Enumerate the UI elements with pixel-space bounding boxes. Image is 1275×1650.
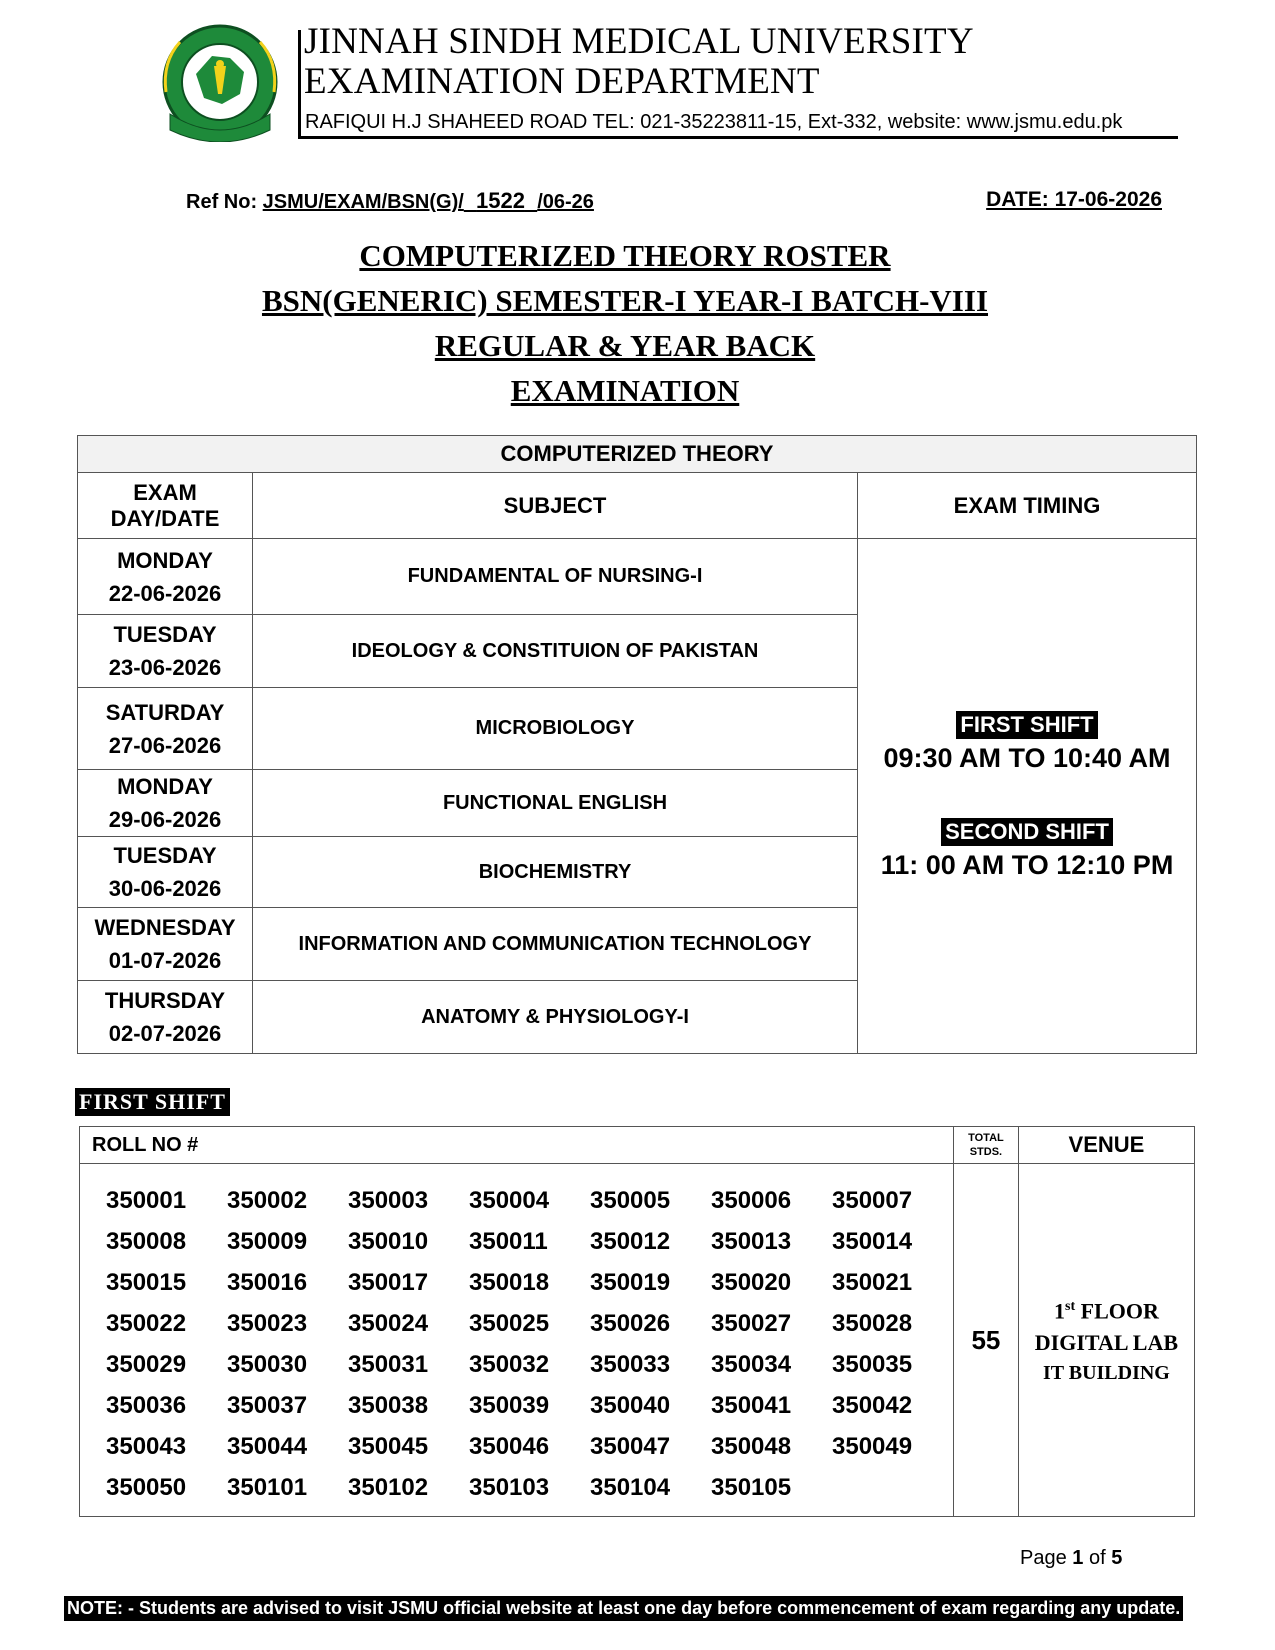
first-shift-roster-table <box>79 1126 1195 1517</box>
roll-number: 350004 <box>469 1187 550 1214</box>
roll-number: 350028 <box>832 1310 913 1337</box>
total-students: 55 <box>954 1164 1019 1517</box>
roll-number: 350050 <box>106 1474 187 1501</box>
roll-number: 350001 <box>106 1187 187 1214</box>
document-title <box>0 233 1250 413</box>
roll-number: 350031 <box>348 1351 429 1378</box>
roll-number: 350041 <box>711 1392 792 1419</box>
roll-number: 350025 <box>469 1310 550 1337</box>
header-day-line1: EXAM <box>133 479 197 505</box>
roll-number: 350104 <box>590 1474 671 1501</box>
roll-number: 350026 <box>590 1310 671 1337</box>
row-subject: ANATOMY & PHYSIOLOGY-I <box>253 981 858 1054</box>
row-subject: IDEOLOGY & CONSTITUION OF PAKISTAN <box>253 615 858 688</box>
roll-number: 350017 <box>348 1269 429 1296</box>
row-day-date: THURSDAY 02-07-2026 <box>78 981 253 1054</box>
roll-no-header: ROLL NO # <box>80 1127 954 1164</box>
roll-number: 350035 <box>832 1351 913 1378</box>
roll-number: 350040 <box>590 1392 671 1419</box>
roll-number: 350033 <box>590 1351 671 1378</box>
exam-timing-cell <box>858 539 1197 1054</box>
roll-number: 350009 <box>227 1228 308 1255</box>
roll-numbers-cell <box>80 1164 954 1517</box>
roll-number: 350030 <box>227 1351 308 1378</box>
roll-number: 350045 <box>348 1433 429 1460</box>
header-rule <box>298 136 1178 139</box>
header-divider <box>298 30 301 138</box>
roll-number: 350022 <box>106 1310 187 1337</box>
roll-number: 350005 <box>590 1187 671 1214</box>
page-number: Page 1 of 5 <box>1020 1547 1123 1569</box>
roll-number: 350046 <box>469 1433 550 1460</box>
university-name: JINNAH SINDH MEDICAL UNIVERSITY <box>304 21 974 62</box>
venue-cell <box>1018 1164 1194 1517</box>
roll-number: 350049 <box>832 1433 913 1460</box>
roll-number: 350020 <box>711 1269 792 1296</box>
row-subject: FUNDAMENTAL OF NURSING-I <box>253 539 858 615</box>
roll-number: 350007 <box>832 1187 913 1214</box>
roll-number: 350037 <box>227 1392 308 1419</box>
row-day-date: SATURDAY 27-06-2026 <box>78 688 253 770</box>
roll-number: 350036 <box>106 1392 187 1419</box>
header-subject: SUBJECT <box>253 473 858 539</box>
roll-number: 350027 <box>711 1310 792 1337</box>
second-shift-time: 11: 00 AM TO 12:10 PM <box>880 850 1174 880</box>
venue-header: VENUE <box>1018 1127 1194 1164</box>
title-line-1: COMPUTERIZED THEORY ROSTER <box>359 238 891 273</box>
row-day-date: MONDAY 22-06-2026 <box>78 539 253 615</box>
roll-number: 350103 <box>469 1474 550 1501</box>
roll-number: 350048 <box>711 1433 792 1460</box>
roll-number: 350044 <box>227 1433 308 1460</box>
ref-label: Ref No: <box>186 191 263 213</box>
row-day-date: MONDAY 29-06-2026 <box>78 770 253 837</box>
header-timing: EXAM TIMING <box>858 473 1197 539</box>
university-logo <box>160 22 280 142</box>
roll-number: 350029 <box>106 1351 187 1378</box>
footer-note: NOTE: - Students are advised to visit JSMU official website at least one day before commencement of exam regarding any update. <box>64 1596 1183 1621</box>
roll-number: 350012 <box>590 1228 671 1255</box>
roll-number: 350023 <box>227 1310 308 1337</box>
second-shift-badge: SECOND SHIFT <box>941 818 1113 846</box>
department-name: EXAMINATION DEPARTMENT <box>304 61 820 102</box>
table-row <box>78 539 1197 615</box>
row-day-date: TUESDAY 30-06-2026 <box>78 837 253 908</box>
roll-number: 350039 <box>469 1392 550 1419</box>
first-shift-badge: FIRST SHIFT <box>956 711 1097 739</box>
row-subject: INFORMATION AND COMMUNICATION TECHNOLOGY <box>253 908 858 981</box>
venue-lab: DIGITAL LAB <box>1034 1329 1179 1355</box>
table-caption: COMPUTERIZED THEORY <box>78 436 1197 473</box>
roll-number: 350024 <box>348 1310 429 1337</box>
row-subject: BIOCHEMISTRY <box>253 837 858 908</box>
document-date: DATE: 17-06-2026 <box>986 188 1162 211</box>
roll-number: 350002 <box>227 1187 308 1214</box>
roll-number: 350021 <box>832 1269 913 1296</box>
title-line-3: REGULAR & YEAR BACK <box>434 328 816 363</box>
row-subject: MICROBIOLOGY <box>253 688 858 770</box>
ref-prefix: JSMU/EXAM/BSN(G)/ <box>262 191 464 213</box>
header-day-line2: DAY/DATE <box>110 505 220 531</box>
row-subject: FUNCTIONAL ENGLISH <box>253 770 858 837</box>
reference-number <box>186 188 594 214</box>
roll-number: 350034 <box>711 1351 792 1378</box>
first-shift-time: 09:30 AM TO 10:40 AM <box>883 743 1171 773</box>
row-day-date: WEDNESDAY 01-07-2026 <box>78 908 253 981</box>
roll-numbers-grid <box>80 1164 953 1516</box>
roll-number: 350102 <box>348 1474 429 1501</box>
title-line-4: EXAMINATION <box>510 373 740 408</box>
roll-number: 350003 <box>348 1187 429 1214</box>
roll-number: 350016 <box>227 1269 308 1296</box>
roll-number: 350013 <box>711 1228 792 1255</box>
total-students-header: TOTAL STDS. <box>954 1127 1019 1164</box>
ref-suffix: /06-26 <box>537 191 594 213</box>
roll-number: 350018 <box>469 1269 550 1296</box>
roll-number: 350015 <box>106 1269 187 1296</box>
roll-number: 350006 <box>711 1187 792 1214</box>
venue-floor: 1st FLOOR <box>1054 1298 1159 1324</box>
row-day-date: TUESDAY 23-06-2026 <box>78 615 253 688</box>
ref-number: 1522 <box>476 188 525 213</box>
roll-number: 350032 <box>469 1351 550 1378</box>
roll-number: 350047 <box>590 1433 671 1460</box>
first-shift-label: FIRST SHIFT <box>75 1088 230 1116</box>
header-day-date <box>78 473 253 539</box>
roll-number: 350011 <box>469 1228 548 1255</box>
header-address: RAFIQUI H.J SHAHEED ROAD TEL: 021-35223811-15, Ext-332, website: www.jsmu.edu.pk <box>305 111 1123 133</box>
venue-building: IT BUILDING <box>1042 1361 1170 1384</box>
roll-number: 350010 <box>348 1228 429 1255</box>
header-title <box>304 22 974 102</box>
roll-number: 350014 <box>832 1228 913 1255</box>
roll-number: 350105 <box>711 1474 792 1501</box>
roll-number: 350038 <box>348 1392 429 1419</box>
roll-number: 350101 <box>227 1474 308 1501</box>
roll-number: 350043 <box>106 1433 187 1460</box>
title-line-2: BSN(GENERIC) SEMESTER-I YEAR-I BATCH-VIII <box>261 283 989 318</box>
roll-number: 350008 <box>106 1228 187 1255</box>
theory-schedule-table <box>77 435 1197 1054</box>
roll-number: 350019 <box>590 1269 671 1296</box>
roll-number: 350042 <box>832 1392 913 1419</box>
